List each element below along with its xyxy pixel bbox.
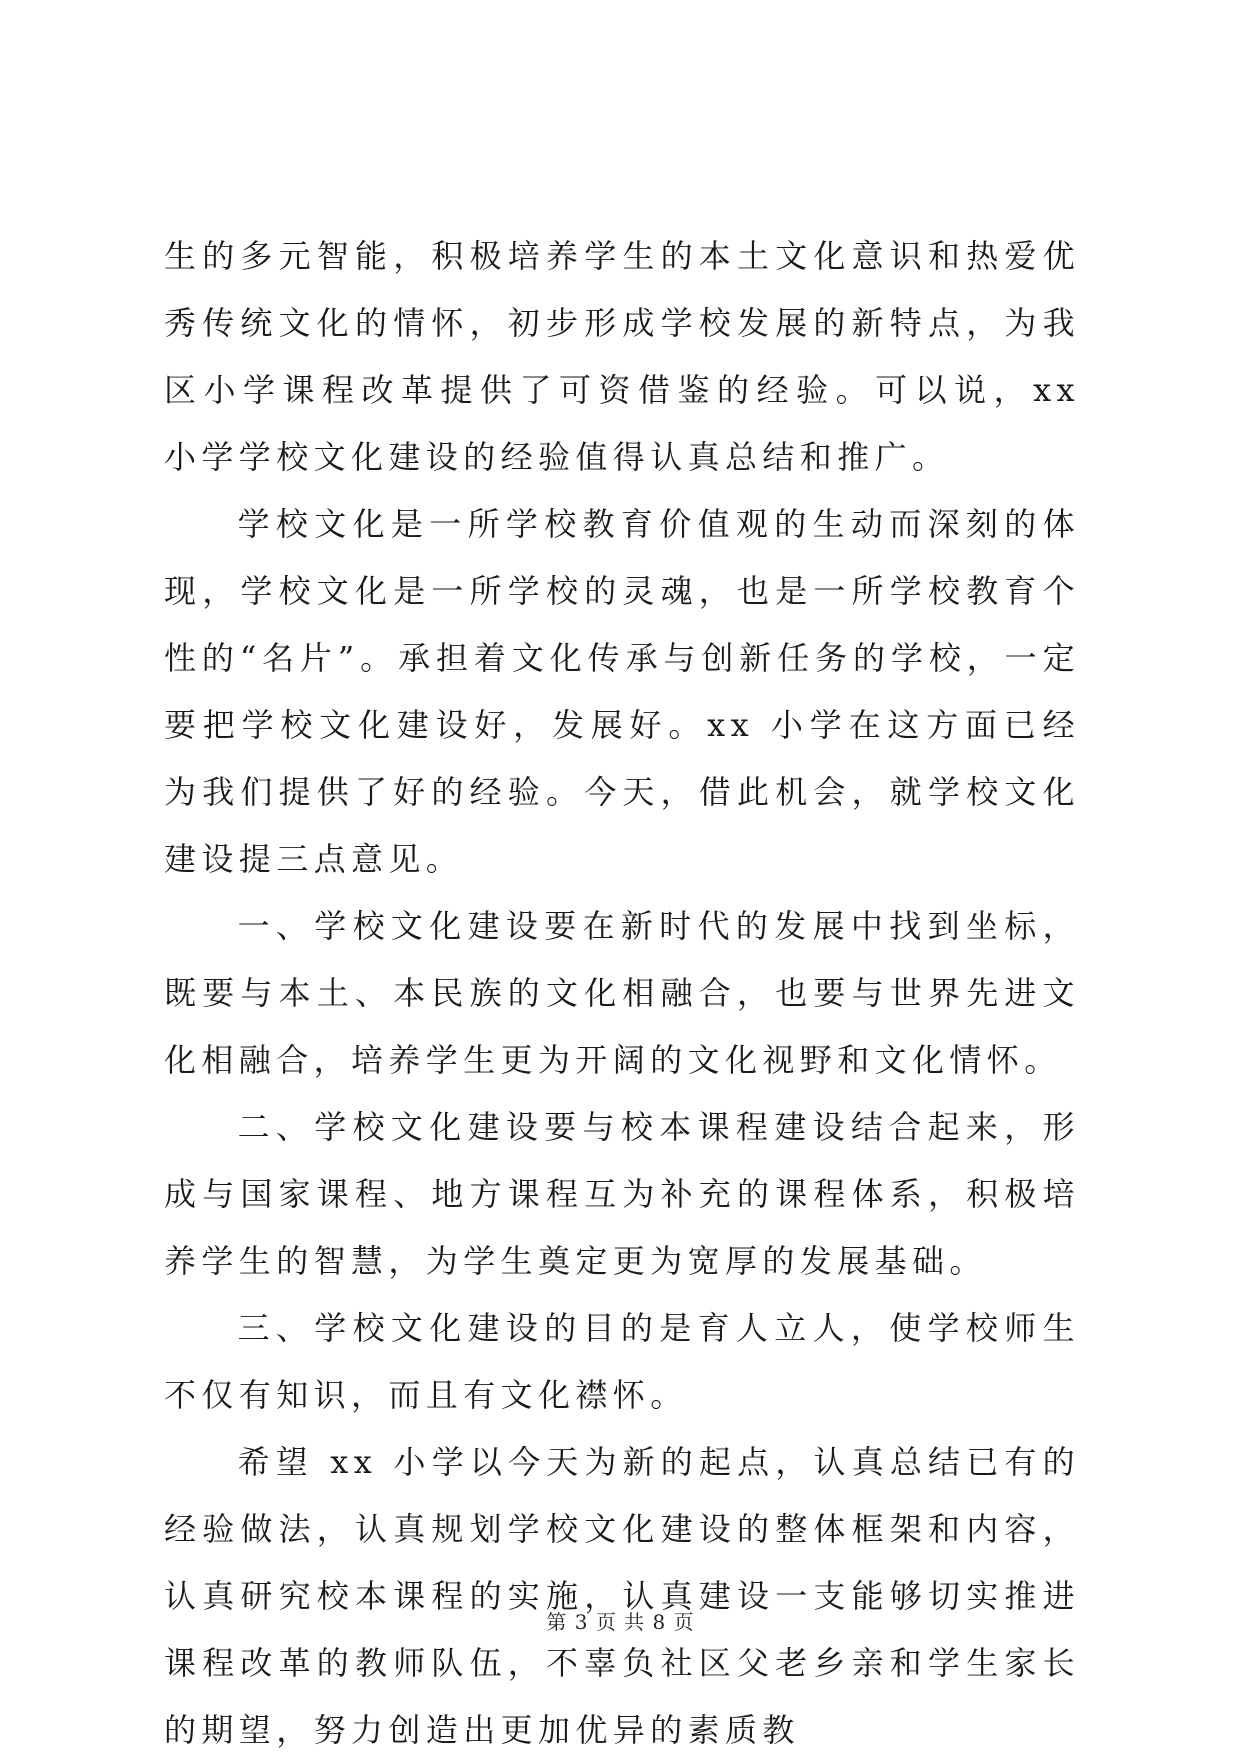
document-body [164,223,1080,1764]
page-number-footer: 第 3 页 共 8 页 [546,1610,695,1634]
paragraph-point-three: 三、学校文化建设的目的是育人立人，使学校师生不仅有知识，而且有文化襟怀。 [164,1309,1080,1414]
paragraph-point-two: 二、学校文化建设要与校本课程建设结合起来，形成与国家课程、地方课程互为补充的课程体系，积极培养学生的智慧，为学生奠定更为宽厚的发展基础。 [164,1108,1080,1280]
paragraph-point-one: 一、学校文化建设要在新时代的发展中找到坐标，既要与本土、本民族的文化相融合，也要与世界先进文化相融合，培养学生更为开阔的文化视野和文化情怀。 [164,907,1080,1079]
paragraph-school-culture: 学校文化是一所学校教育价值观的生动而深刻的体现，学校文化是一所学校的灵魂，也是一所学校教育个性的“名片”。承担着文化传承与创新任务的学校，一定要把学校文化建设好，发展好。xx 小学在这方面已经为我们提供了好的经验。今天，借此机会，就学校文化建设提三点意见。 [164,505,1080,878]
paragraph-continued: 生的多元智能，积极培养学生的本土文化意识和热爱优秀传统文化的情怀，初步形成学校发展的新特点，为我区小学课程改革提供了可资借鉴的经验。可以说，xx 小学学校文化建设的经验值得认真总结和推广。 [164,237,1080,476]
paragraph-hope: 希望 xx 小学以今天为新的起点，认真总结已有的经验做法，认真规划学校文化建设的整体框架和内容，认真研究校本课程的实施，认真建设一支能够切实推进课程改革的教师队伍，不辜负社区父老乡亲和学生家长的期望，努力创造出更加优异的素质教 [164,1443,1080,1749]
